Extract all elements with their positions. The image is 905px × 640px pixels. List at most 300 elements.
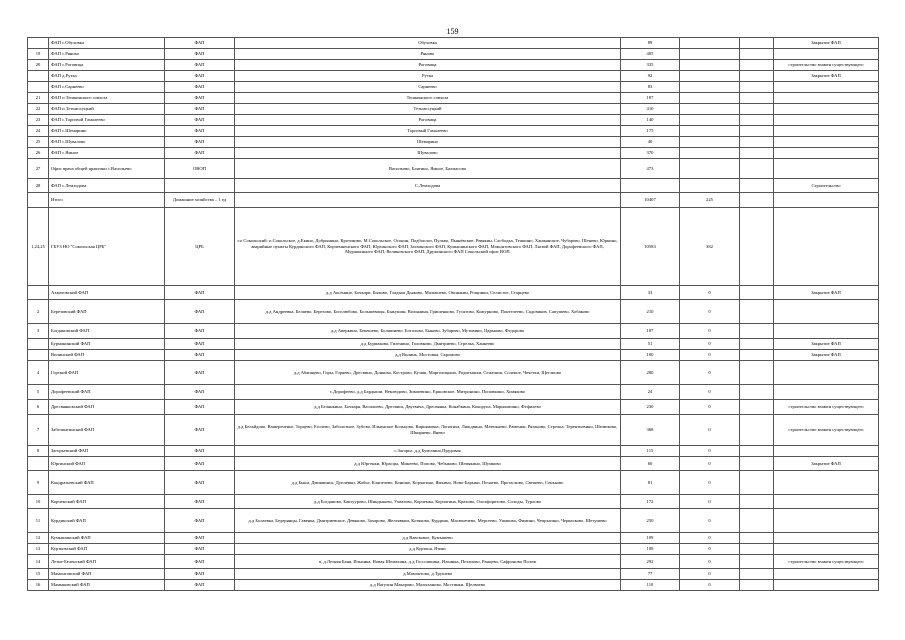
note bbox=[774, 49, 879, 60]
table-row bbox=[28, 115, 879, 126]
service-area: д.д Богданово, Бактуурово, Шиндыково, Ухватово, Корчемка, Корчагина, Крахово, Олохфоритово, Солоды, Турлово bbox=[235, 495, 621, 509]
population: 110 bbox=[621, 580, 680, 591]
note bbox=[774, 115, 879, 126]
table-row bbox=[28, 104, 879, 115]
table-row bbox=[28, 159, 879, 179]
row-number bbox=[28, 350, 49, 361]
facility-type: Домашние хозяйства – 1 ед bbox=[165, 193, 235, 208]
note bbox=[774, 361, 879, 385]
table-row bbox=[28, 509, 879, 533]
note: строительство взамен существующего bbox=[774, 555, 879, 569]
value-col-2 bbox=[740, 361, 774, 385]
table-row bbox=[28, 361, 879, 385]
value-col-2 bbox=[740, 339, 774, 350]
row-number: 15 bbox=[28, 569, 49, 580]
facility-name: ФАП п.Тетьмосуцкий bbox=[49, 104, 165, 115]
value-col-1 bbox=[680, 93, 740, 104]
value-col-2 bbox=[740, 208, 774, 286]
facility-name: Офис врача общей практики с.Васильево bbox=[49, 159, 165, 179]
facility-type: ФАП bbox=[165, 49, 235, 60]
value-col-1: 0 bbox=[680, 446, 740, 457]
value-col-2 bbox=[740, 137, 774, 148]
note bbox=[774, 544, 879, 555]
note: Закрытие ФАП bbox=[774, 339, 879, 350]
population: 175 bbox=[621, 126, 680, 137]
note bbox=[774, 159, 879, 179]
value-col-1: 0 bbox=[680, 580, 740, 591]
population: 83 bbox=[621, 82, 680, 93]
service-area: п. д.Летняя Баня, Ильинка, Новая Шемахина, д.д Госсошкина, Ильинка, Потапово, Ранцево, Сафроново Полеж bbox=[235, 555, 621, 569]
row-number: 7 bbox=[28, 415, 49, 446]
table-row bbox=[28, 82, 879, 93]
service-area: с.Загорье, д.д Бумочино,Прудовая bbox=[235, 446, 621, 457]
facility-name: Забелинтинский ФАП bbox=[49, 415, 165, 446]
value-col-2 bbox=[740, 415, 774, 446]
value-col-2 bbox=[740, 400, 774, 415]
value-col-1: 0 bbox=[680, 533, 740, 544]
population: 33 bbox=[621, 286, 680, 300]
note bbox=[774, 446, 879, 457]
service-area: С.Лемходова bbox=[235, 179, 621, 193]
note bbox=[774, 137, 879, 148]
population: 51 bbox=[621, 339, 680, 350]
population: 250 bbox=[621, 509, 680, 533]
population: 370 bbox=[621, 148, 680, 159]
service-area: д.д Андреевка, Беляево, Березово, Боголюбово, Большевицы, Быкушин, Волынина, Гришенково, Гусятово, Кожурново, Понтелеево, Садовиков, Сапушево, Хобаково bbox=[235, 300, 621, 324]
facility-type: ОВОП bbox=[165, 159, 235, 179]
note bbox=[774, 569, 879, 580]
row-number: 19 bbox=[28, 49, 49, 60]
population: 187 bbox=[621, 324, 680, 339]
service-area: Шувалово bbox=[235, 148, 621, 159]
value-col-1: 0 bbox=[680, 555, 740, 569]
service-area: д.д Вилинь, Мостовка, Скромово bbox=[235, 350, 621, 361]
row-number: 10 bbox=[28, 495, 49, 509]
population: 89 bbox=[621, 38, 680, 49]
table-row bbox=[28, 544, 879, 555]
population: 473 bbox=[621, 159, 680, 179]
facility-type bbox=[165, 179, 235, 193]
table-row bbox=[28, 137, 879, 148]
row-number: 9 bbox=[28, 471, 49, 495]
facility-type: ФАП bbox=[165, 104, 235, 115]
value-col-1: 0 bbox=[680, 361, 740, 385]
table-row bbox=[28, 457, 879, 471]
page-number: 159 bbox=[446, 27, 459, 36]
value-col-1: 382 bbox=[680, 208, 740, 286]
facility-type: ФАП bbox=[165, 400, 235, 415]
note: Закрытие ФАП bbox=[774, 286, 879, 300]
table-row bbox=[28, 495, 879, 509]
row-number bbox=[28, 71, 49, 82]
value-col-1: 0 bbox=[680, 495, 740, 509]
note bbox=[774, 385, 879, 400]
facility-name: Итого bbox=[49, 193, 165, 208]
population: 172 bbox=[621, 495, 680, 509]
value-col-2 bbox=[740, 93, 774, 104]
table-row bbox=[28, 148, 879, 159]
row-number: 2 bbox=[28, 300, 49, 324]
value-col-1: 0 bbox=[680, 324, 740, 339]
facility-type: ФАП bbox=[165, 148, 235, 159]
service-area: д.д Курткоя, Ятико bbox=[235, 544, 621, 555]
note: строительство взамен существующего bbox=[774, 400, 879, 415]
row-number: 26 bbox=[28, 148, 49, 159]
value-col-2 bbox=[740, 495, 774, 509]
facility-name: ФАП с.Сарнеево bbox=[49, 82, 165, 93]
service-area: д.д Быки, Дмиквинск, Дуплёвки, Жабье, Кляпечево, Коншко, Корчагино, Ямкино, Ново-Барыки, Почаево, Протасково, Свешево, Сеньково bbox=[235, 471, 621, 495]
value-col-1 bbox=[680, 126, 740, 137]
facility-name: Корчемский ФАП bbox=[49, 495, 165, 509]
note bbox=[774, 300, 879, 324]
service-area: Роговица bbox=[235, 115, 621, 126]
value-col-1: 0 bbox=[680, 339, 740, 350]
facility-type: ФАП bbox=[165, 339, 235, 350]
row-number bbox=[28, 38, 49, 49]
value-col-2 bbox=[740, 286, 774, 300]
table-row bbox=[28, 385, 879, 400]
service-area: д.д Вагулин Макарово, Малыханово, Мостинки, Щелваево bbox=[235, 580, 621, 591]
value-col-1 bbox=[680, 38, 740, 49]
value-col-1: 225 bbox=[680, 193, 740, 208]
value-col-1: 0 bbox=[680, 457, 740, 471]
row-number: 22 bbox=[28, 104, 49, 115]
row-number: 28 bbox=[28, 179, 49, 193]
value-col-1: 0 bbox=[680, 300, 740, 324]
row-number: 4 bbox=[28, 361, 49, 385]
facility-name: ФАП д.Рутка bbox=[49, 71, 165, 82]
population: 230 bbox=[621, 400, 680, 415]
service-area: с.Дорофеево, д.д Бардыши, Неклюдово, Зимпевино, Ершовское, Митронино, Поповкино, Хомяково bbox=[235, 385, 621, 400]
facility-name: Курдинский ФАП bbox=[49, 509, 165, 533]
value-col-1: 0 bbox=[680, 509, 740, 533]
table-row bbox=[28, 60, 879, 71]
value-col-2 bbox=[740, 38, 774, 49]
population: 280 bbox=[621, 361, 680, 385]
facility-name: Бурмакинский ФАП bbox=[49, 339, 165, 350]
value-col-2 bbox=[740, 471, 774, 495]
service-area: д.д Бельйдово, Вашереченье, Торцево, Еголево, Заболотное, Зубово, Ильинское Кольцово, Кирьяновка, Лопатиха, Лиждвино, Матюкаево, Раменки, Рязаново, Стрелка, Терентьевино, Шелюково, Шкиряево, Янево bbox=[235, 415, 621, 446]
facility-type: ФАП bbox=[165, 137, 235, 148]
note: Закрытие ФАП bbox=[774, 457, 879, 471]
row-number: 14 bbox=[28, 555, 49, 569]
value-col-1 bbox=[680, 148, 740, 159]
value-col-2 bbox=[740, 49, 774, 60]
facility-name: ФАП с.Торговой Гамалеево bbox=[49, 115, 165, 126]
note bbox=[774, 533, 879, 544]
service-area: Васильево, Блятино, Ямное, Балмасово bbox=[235, 159, 621, 179]
service-area: д.д Юргенки, Юрасцы, Минеево, Попово, Чебыково, Шемякино, Шумково bbox=[235, 457, 621, 471]
row-number bbox=[28, 457, 49, 471]
value-col-2 bbox=[740, 104, 774, 115]
facility-type: ФАП bbox=[165, 533, 235, 544]
facility-name: Дресвянковский ФАП bbox=[49, 400, 165, 415]
service-area: д.д Бурмакова, Гиленино, Головково, Дмитриево, Стрелка, Ханкеево bbox=[235, 339, 621, 350]
value-col-2 bbox=[740, 385, 774, 400]
population: 40 bbox=[621, 137, 680, 148]
population: 10407 bbox=[621, 193, 680, 208]
value-col-1 bbox=[680, 49, 740, 60]
note bbox=[774, 126, 879, 137]
facility-type: ФАП bbox=[165, 509, 235, 533]
service-area: Тетьмосуцкий bbox=[235, 104, 621, 115]
facility-name: Кондратьевский ФАП bbox=[49, 471, 165, 495]
value-col-2 bbox=[740, 580, 774, 591]
facility-type: ФАП bbox=[165, 580, 235, 591]
value-col-1 bbox=[680, 82, 740, 93]
facility-type: ФАП bbox=[165, 457, 235, 471]
note bbox=[774, 93, 879, 104]
table-row bbox=[28, 300, 879, 324]
row-number: 11 bbox=[28, 509, 49, 533]
facility-type: ФАП bbox=[165, 544, 235, 555]
value-col-1 bbox=[680, 60, 740, 71]
table-row bbox=[28, 446, 879, 457]
value-col-2 bbox=[740, 148, 774, 159]
facility-name: Кумышинский ФАП bbox=[49, 533, 165, 544]
table-row bbox=[28, 400, 879, 415]
row-number: 3 bbox=[28, 324, 49, 339]
row-number: 6 bbox=[28, 400, 49, 415]
facility-name: Вилинский ФАП bbox=[49, 350, 165, 361]
service-area: Шемарино bbox=[235, 137, 621, 148]
value-col-1 bbox=[680, 104, 740, 115]
value-col-2 bbox=[740, 350, 774, 361]
facility-name: Загорьевский ФАП bbox=[49, 446, 165, 457]
facility-type: ФАП bbox=[165, 385, 235, 400]
table-row bbox=[28, 49, 879, 60]
row-number bbox=[28, 193, 49, 208]
service-area: Роговица bbox=[235, 60, 621, 71]
facility-name: ФАП с.Обуховка bbox=[49, 38, 165, 49]
service-area: г.о Сокольский: п.Сокольское, д.Екино, Добрынино, Кротиково, М.Сокольское, Осокин, Подбоплот, Пульво, Пьянёвские, Ревякин, Слободка, Тешкино, Ханжанское, Чубарово, Шенево, Юркино, аварийные пункты Курдинского ФАП, Корчемненского ФАП, Юргинского ФАП, Загаинского ФАП, Кумышинского ФАП, Мамонтовского ФАП, Лягвой ФАП, Дорофеевского ФАП, Мурашкиного ФАП, Великовского ФАП, Дружинского ФАП Сокольский офис ВОП bbox=[235, 208, 621, 286]
value-col-2 bbox=[740, 555, 774, 569]
value-col-1: 0 bbox=[680, 471, 740, 495]
population: 77 bbox=[621, 569, 680, 580]
row-number: 12 bbox=[28, 533, 49, 544]
value-col-2 bbox=[740, 457, 774, 471]
row-number bbox=[28, 82, 49, 93]
row-number: 5 bbox=[28, 385, 49, 400]
facility-name: ФАП с.Лемходова bbox=[49, 179, 165, 193]
facility-type: ФАП bbox=[165, 71, 235, 82]
facility-type: ФАП bbox=[165, 300, 235, 324]
row-number: 8 bbox=[28, 446, 49, 457]
value-col-2 bbox=[740, 60, 774, 71]
facility-type: ФАП bbox=[165, 569, 235, 580]
population: 115 bbox=[621, 446, 680, 457]
value-col-2 bbox=[740, 446, 774, 457]
row-number: 16 bbox=[28, 580, 49, 591]
service-area: д.д Болаевка, Бедерянцы, Гавенка, Дмитриевское, Девяково, Захарово, Желтявкин, Котяково, Курдино, Масюнечево, Мерсеево, Ушаково, Фимино, Чепрыгино, Черкасково, Шетушево bbox=[235, 509, 621, 533]
note bbox=[774, 148, 879, 159]
value-col-2 bbox=[740, 82, 774, 93]
service-area: Сарнеево bbox=[235, 82, 621, 93]
table-row bbox=[28, 533, 879, 544]
facility-type: ФАП bbox=[165, 286, 235, 300]
facility-name: Дорофеевский ФАП bbox=[49, 385, 165, 400]
service-area: Торговый Гамалеево bbox=[235, 126, 621, 137]
value-col-2 bbox=[740, 533, 774, 544]
facility-name: ФАП с.Шемарино bbox=[49, 126, 165, 137]
facility-type: ЦРБ bbox=[165, 208, 235, 286]
value-col-2 bbox=[740, 193, 774, 208]
population: 109 bbox=[621, 533, 680, 544]
table-row bbox=[28, 286, 879, 300]
value-col-2 bbox=[740, 115, 774, 126]
value-col-1 bbox=[680, 137, 740, 148]
note bbox=[774, 471, 879, 495]
note bbox=[774, 104, 879, 115]
facility-type: ФАП bbox=[165, 495, 235, 509]
service-area: д.д Белянкино, Бочкаря, Васильево, Дресвиш, Двугвича, Дресвянка, Конабкина, Кокорупа, Марыкипино, Фефилево bbox=[235, 400, 621, 415]
value-col-2 bbox=[740, 300, 774, 324]
value-col-2 bbox=[740, 71, 774, 82]
facility-name: Летне-Беленский ФАП bbox=[49, 555, 165, 569]
value-col-1: 0 bbox=[680, 400, 740, 415]
population: 140 bbox=[621, 115, 680, 126]
service-area: Ряново bbox=[235, 49, 621, 60]
row-number: 23 bbox=[28, 115, 49, 126]
facility-name: Мамонтовский ФАП bbox=[49, 569, 165, 580]
population: 368 bbox=[621, 415, 680, 446]
service-area: Тешкинского совхоза bbox=[235, 93, 621, 104]
facility-type: ФАП bbox=[165, 555, 235, 569]
row-number: 1,24,25 bbox=[28, 208, 49, 286]
row-number: 21 bbox=[28, 93, 49, 104]
note bbox=[774, 324, 879, 339]
row-number bbox=[28, 339, 49, 350]
facility-type: ФАП bbox=[165, 93, 235, 104]
facility-name: ФАП с.Шувалово bbox=[49, 137, 165, 148]
table-row bbox=[28, 208, 879, 286]
row-number: 24 bbox=[28, 126, 49, 137]
facility-name: ФАП с.Ямное bbox=[49, 148, 165, 159]
note bbox=[774, 580, 879, 591]
value-col-2 bbox=[740, 126, 774, 137]
value-col-2 bbox=[740, 179, 774, 193]
facility-name: ГБУЗ НО "Сокольская ЦРБ" bbox=[49, 208, 165, 286]
value-col-2 bbox=[740, 159, 774, 179]
population: 335 bbox=[621, 60, 680, 71]
table-row bbox=[28, 71, 879, 82]
facility-type: ФАП bbox=[165, 415, 235, 446]
value-col-1: 0 bbox=[680, 385, 740, 400]
population bbox=[621, 179, 680, 193]
table-row bbox=[28, 126, 879, 137]
facility-name: Березовский ФАП bbox=[49, 300, 165, 324]
value-col-1: 0 bbox=[680, 286, 740, 300]
population: 108 bbox=[621, 544, 680, 555]
facility-name: Куртковский ФАП bbox=[49, 544, 165, 555]
note: строительство взамен существующего bbox=[774, 60, 879, 71]
population: 81 bbox=[621, 471, 680, 495]
population: 60 bbox=[621, 457, 680, 471]
facility-type: ФАП bbox=[165, 60, 235, 71]
value-col-2 bbox=[740, 509, 774, 533]
table-row bbox=[28, 179, 879, 193]
note bbox=[774, 82, 879, 93]
value-col-1: 0 bbox=[680, 544, 740, 555]
row-number: 25 bbox=[28, 137, 49, 148]
table-row bbox=[28, 339, 879, 350]
facility-type: ФАП bbox=[165, 471, 235, 495]
facility-name: Ахматовский ФАП bbox=[49, 286, 165, 300]
population: 10583 bbox=[621, 208, 680, 286]
note: Закрытие ФАП bbox=[774, 71, 879, 82]
value-col-1 bbox=[680, 159, 740, 179]
service-area: д.д Аверкино, Бекешево, Болшинево, Боталово, Быково, Зубарево, Мутовино, Царьково, Федорово bbox=[235, 324, 621, 339]
facility-type: ФАП bbox=[165, 115, 235, 126]
population: 187 bbox=[621, 93, 680, 104]
service-area bbox=[235, 193, 621, 208]
value-col-1: 0 bbox=[680, 569, 740, 580]
table-body bbox=[28, 38, 879, 591]
service-area: д.д Абаищево, Горы, Горяево, Дресвино, Донково, Кострово, Кузяш, Марголицыно, Родитышки, Сежелиш, Соленое, Чечетки, Щеглиово bbox=[235, 361, 621, 385]
table-row bbox=[28, 555, 879, 569]
value-col-1: 0 bbox=[680, 350, 740, 361]
row-number bbox=[28, 286, 49, 300]
note: строительство взамен существующего bbox=[774, 415, 879, 446]
facility-type: ФАП bbox=[165, 82, 235, 93]
table-row bbox=[28, 193, 879, 208]
facility-type: ФАП bbox=[165, 38, 235, 49]
facility-name: ФАП п.Тешкинского совхоза bbox=[49, 93, 165, 104]
row-number: 27 bbox=[28, 159, 49, 179]
population: 210 bbox=[621, 300, 680, 324]
value-col-2 bbox=[740, 324, 774, 339]
population: 92 bbox=[621, 71, 680, 82]
facility-name: Юргинский ФАП bbox=[49, 457, 165, 471]
note: Закрытие ФАП bbox=[774, 350, 879, 361]
note bbox=[774, 208, 879, 286]
population: 292 bbox=[621, 555, 680, 569]
facility-name: ФАП с.Ряново bbox=[49, 49, 165, 60]
value-col-2 bbox=[740, 544, 774, 555]
table-row bbox=[28, 350, 879, 361]
value-col-1 bbox=[680, 179, 740, 193]
note: Строительство bbox=[774, 179, 879, 193]
note bbox=[774, 193, 879, 208]
row-number: 13 bbox=[28, 544, 49, 555]
population: 405 bbox=[621, 49, 680, 60]
facility-name: Богдановский ФАП bbox=[49, 324, 165, 339]
table-row bbox=[28, 415, 879, 446]
value-col-1: 0 bbox=[680, 415, 740, 446]
note bbox=[774, 495, 879, 509]
note: Закрытие ФАП bbox=[774, 38, 879, 49]
row-number: 20 bbox=[28, 60, 49, 71]
facility-type: ФАП bbox=[165, 126, 235, 137]
facility-type: ФАП bbox=[165, 324, 235, 339]
service-area: д.д Аксёнино, Бочкари, Быково, Гладыш Дьяково, Малышево, Овсянкин, Рощинки, Селистое, Старцево bbox=[235, 286, 621, 300]
service-area: Рутка bbox=[235, 71, 621, 82]
population: 410 bbox=[621, 104, 680, 115]
table-row bbox=[28, 324, 879, 339]
table-row bbox=[28, 580, 879, 591]
table-row bbox=[28, 471, 879, 495]
facility-type: ФАП bbox=[165, 446, 235, 457]
table-row bbox=[28, 569, 879, 580]
population: 24 bbox=[621, 385, 680, 400]
facility-name: Мамыковский ФАП bbox=[49, 580, 165, 591]
facility-type: ФАП bbox=[165, 361, 235, 385]
note bbox=[774, 509, 879, 533]
facility-type: ФАП bbox=[165, 350, 235, 361]
facility-name: ФАП с.Роговица bbox=[49, 60, 165, 71]
population: 100 bbox=[621, 350, 680, 361]
service-area: д.Мамонтово, д.Трушева bbox=[235, 569, 621, 580]
